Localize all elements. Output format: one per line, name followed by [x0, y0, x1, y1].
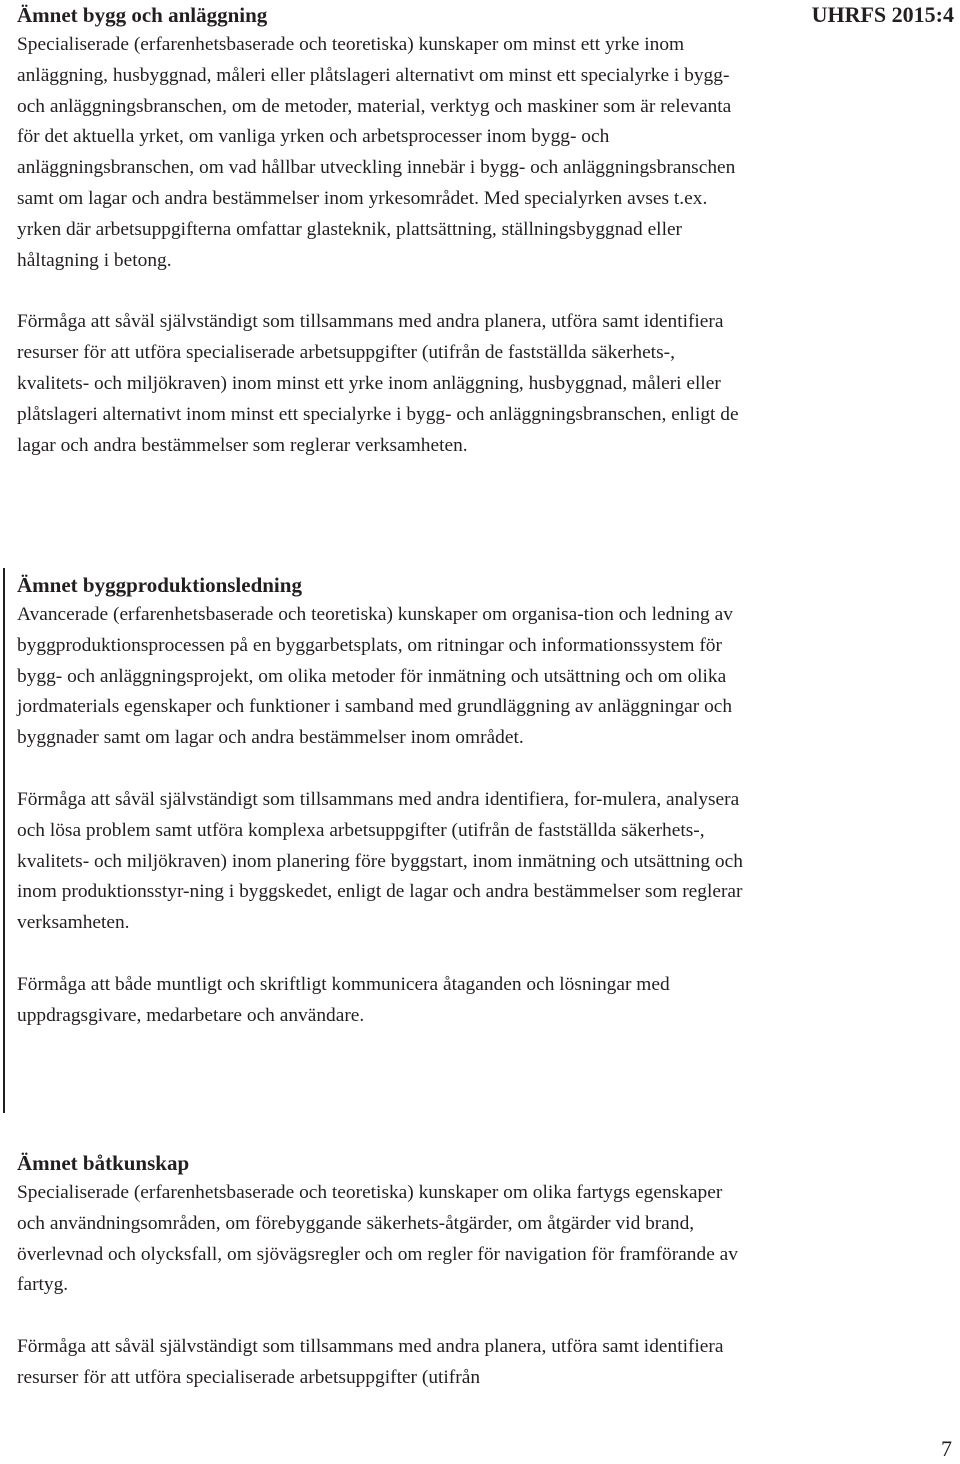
- section-paragraph: Specialiserade (erfarenhetsbaserade och teoretiska) kunskaper om olika fartygs egenskaper och användningsområden, om förebyggande säkerhets-åtgärder, om åtgärder vid brand, överlevnad och olycksfall, om sjövägsregler och om regler för navigation för framförande av fartyg.: [17, 1182, 738, 1296]
- section-paragraph: Förmåga att såväl självständigt som tillsammans med andra planera, utföra samt identifiera resurser för att utföra specialiserade arbetsuppgifter (utifrån: [17, 1336, 724, 1388]
- section-heading: Ämnet båtkunskap: [17, 1151, 190, 1175]
- section-byggproduktionsledning: [17, 570, 747, 1032]
- section-paragraph: Förmåga att såväl självständigt som tillsammans med andra identifiera, for-mulera, analysera och lösa problem samt utföra komplexa arbetsuppgifter (utifrån de fastställda säkerhets-, kvalitets- och miljökraven) inom planering före byggstart, inom inmätning och utsättning och inom produktionsstyr-ning i byggskedet, enligt de lagar och andra bestämmelser som reglerar verksamheten.: [17, 788, 743, 934]
- section-bygg-och-anlaggning: [17, 0, 747, 461]
- change-bar: [3, 568, 5, 1113]
- page-number: 7: [941, 1436, 952, 1461]
- section-paragraph: Avancerade (erfarenhetsbaserade och teoretiska) kunskaper om organisa-tion och ledning av byggproduktionsprocessen på en byggarbetsplats, om ritningar och informationssystem för bygg- och anläggningsprojekt, om olika metoder för inmätning och utsättning och om olika jordmaterials egenskaper och funktioner i samband med grundläggning av anläggningar och byggnader samt om lagar och andra bestämmelser inom området.: [17, 604, 733, 749]
- section-heading: Ämnet byggproduktionsledning: [17, 573, 302, 597]
- section-paragraph: Specialiserade (erfarenhetsbaserade och teoretiska) kunskaper om minst ett yrke inom anläggning, husbyggnad, måleri eller plåtslageri alternativt om minst ett specialyrke i bygg- och anläggningsbranschen, om de metoder, material, verktyg och maskiner som är relevanta för det aktuella yrket, om vanliga yrken och arbetsprocesser inom bygg- och anläggningsbranschen, om vad hållbar utveckling innebär i bygg- och anläggningsbranschen samt om lagar och andra bestämmelser inom yrkesområdet. Med specialyrken avses t.ex. yrken där arbetsuppgifterna omfattar glasteknik, plattsättning, ställningsbyggnad eller håltagning i betong.: [17, 34, 736, 271]
- section-paragraph: Förmåga att både muntligt och skriftligt kommunicera åtaganden och lösningar med uppdragsgivare, medarbetare och användare.: [17, 973, 670, 1026]
- section-heading: Ämnet bygg och anläggning: [17, 3, 268, 27]
- document-code: UHRFS 2015:4: [811, 2, 954, 27]
- section-batkunskap: [17, 1148, 747, 1394]
- section-paragraph: Förmåga att såväl självständigt som tillsammans med andra planera, utföra samt identifiera resurser för att utföra specialiserade arbetsuppgifter (utifrån de fastställda säkerhets-, kvalitets- och miljökraven) inom minst ett yrke inom anläggning, husbyggnad, måleri eller plåtslageri alternativt inom minst ett specialyrke i bygg- och anläggningsbranschen, enligt de lagar och andra bestämmelser som reglerar verksamheten.: [17, 311, 739, 456]
